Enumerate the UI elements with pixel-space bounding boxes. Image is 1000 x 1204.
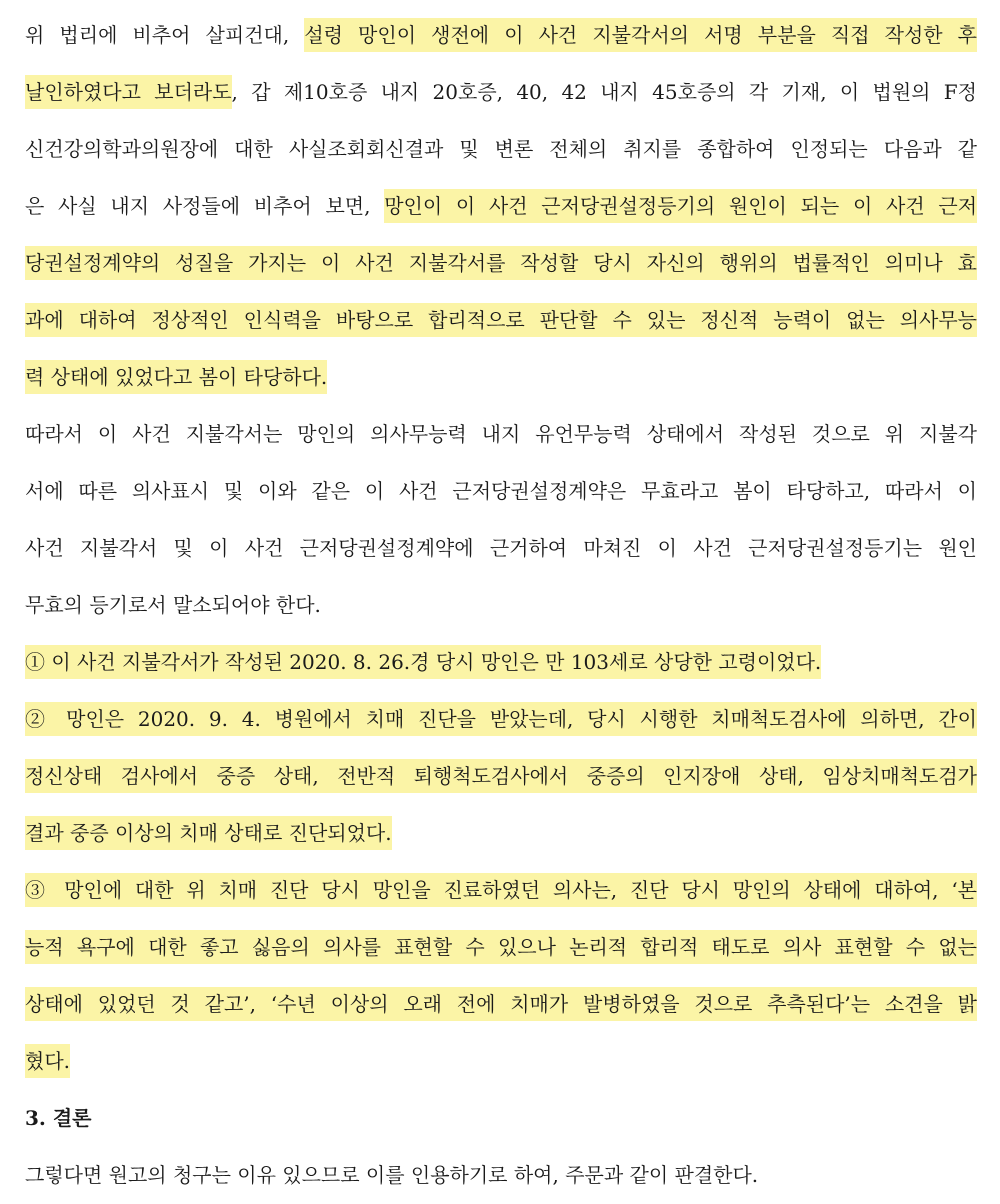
text-segment: 은 사실 내지 사정들에 비추어 보면, — [25, 194, 385, 218]
text-line — [25, 406, 977, 463]
text-line — [25, 919, 977, 976]
text-line — [25, 805, 977, 862]
text-segment: 위 법리에 비추어 살피건대, — [25, 23, 305, 47]
text-segment: 사건 지불각서 및 이 사건 근저당권설정계약에 근거하여 마쳐진 이 사건 근저당권설정등기는 원인 — [25, 536, 977, 560]
highlighted-text: ② 망인은 2020. 9. 4. 병원에서 치매 진단을 받았는데, 당시 시행한 치매척도검사에 의하면, 간이 — [25, 702, 977, 736]
highlighted-text: 혔다. — [25, 1044, 70, 1078]
text-segment: , 갑 제10호증 내지 20호증, 40, 42 내지 45호증의 각 기재, 이 법원의 F정 — [231, 80, 977, 104]
highlighted-text: 력 상태에 있었다고 봄이 타당하다. — [25, 360, 327, 394]
highlighted-text: ③ 망인에 대한 위 치매 진단 당시 망인을 진료하였던 의사는, 진단 당시 망인의 상태에 대하여, ‘본 — [25, 873, 977, 907]
text-line — [25, 235, 977, 292]
highlighted-text: 망인이 이 사건 근저당권설정등기의 원인이 되는 이 사건 근저 — [384, 189, 977, 223]
highlighted-text: 상태에 있었던 것 같고’, ‘수년 이상의 오래 전에 치매가 발병하였을 것으로 추측된다’는 소견을 밝 — [25, 987, 977, 1021]
text-line — [25, 520, 977, 577]
text-line — [25, 1033, 977, 1090]
text-line — [25, 463, 977, 520]
highlighted-text: ① 이 사건 지불각서가 작성된 2020. 8. 26.경 당시 망인은 만 103세로 상당한 고령이었다. — [25, 645, 821, 679]
document-body — [25, 7, 977, 1204]
text-line — [25, 748, 977, 805]
text-line — [25, 64, 977, 121]
text-segment: 무효의 등기로서 말소되어야 한다. — [25, 593, 321, 617]
highlighted-text: 정신상태 검사에서 중증 상태, 전반적 퇴행척도검사에서 중증의 인지장애 상태, 임상치매척도검가 — [25, 759, 977, 793]
highlighted-text: 과에 대하여 정상적인 인식력을 바탕으로 합리적으로 판단할 수 있는 정신적 능력이 없는 의사무능 — [25, 303, 977, 337]
text-segment: 신건강의학과의원장에 대한 사실조회회신결과 및 변론 전체의 취지를 종합하여 인정되는 다음과 같 — [25, 137, 977, 161]
text-segment: 서에 따른 의사표시 및 이와 같은 이 사건 근저당권설정계약은 무효라고 봄이 타당하고, 따라서 이 — [25, 479, 977, 503]
text-line — [25, 634, 977, 691]
text-line — [25, 121, 977, 178]
highlighted-text: 결과 중증 이상의 치매 상태로 진단되었다. — [25, 816, 392, 850]
text-line — [25, 862, 977, 919]
text-line — [25, 349, 977, 406]
text-line — [25, 1147, 977, 1204]
highlighted-text: 설령 망인이 생전에 이 사건 지불각서의 서명 부분을 직접 작성한 후 — [304, 18, 977, 52]
text-segment: 3. 결론 — [25, 1106, 92, 1130]
section-heading — [25, 1090, 977, 1147]
text-segment: 따라서 이 사건 지불각서는 망인의 의사무능력 내지 유언무능력 상태에서 작성된 것으로 위 지불각 — [25, 422, 977, 446]
text-line — [25, 178, 977, 235]
text-segment: 그렇다면 원고의 청구는 이유 있으므로 이를 인용하기로 하여, 주문과 같이 판결한다. — [25, 1163, 759, 1187]
highlighted-text: 날인하였다고 보더라도 — [25, 75, 232, 109]
text-line — [25, 292, 977, 349]
text-line — [25, 577, 977, 634]
highlighted-text: 당권설정계약의 성질을 가지는 이 사건 지불각서를 작성할 당시 자신의 행위의 법률적인 의미나 효 — [25, 246, 977, 280]
text-line — [25, 976, 977, 1033]
text-line — [25, 691, 977, 748]
text-line — [25, 7, 977, 64]
highlighted-text: 능적 욕구에 대한 좋고 싫음의 의사를 표현할 수 있으나 논리적 합리적 태도로 의사 표현할 수 없는 — [25, 930, 977, 964]
